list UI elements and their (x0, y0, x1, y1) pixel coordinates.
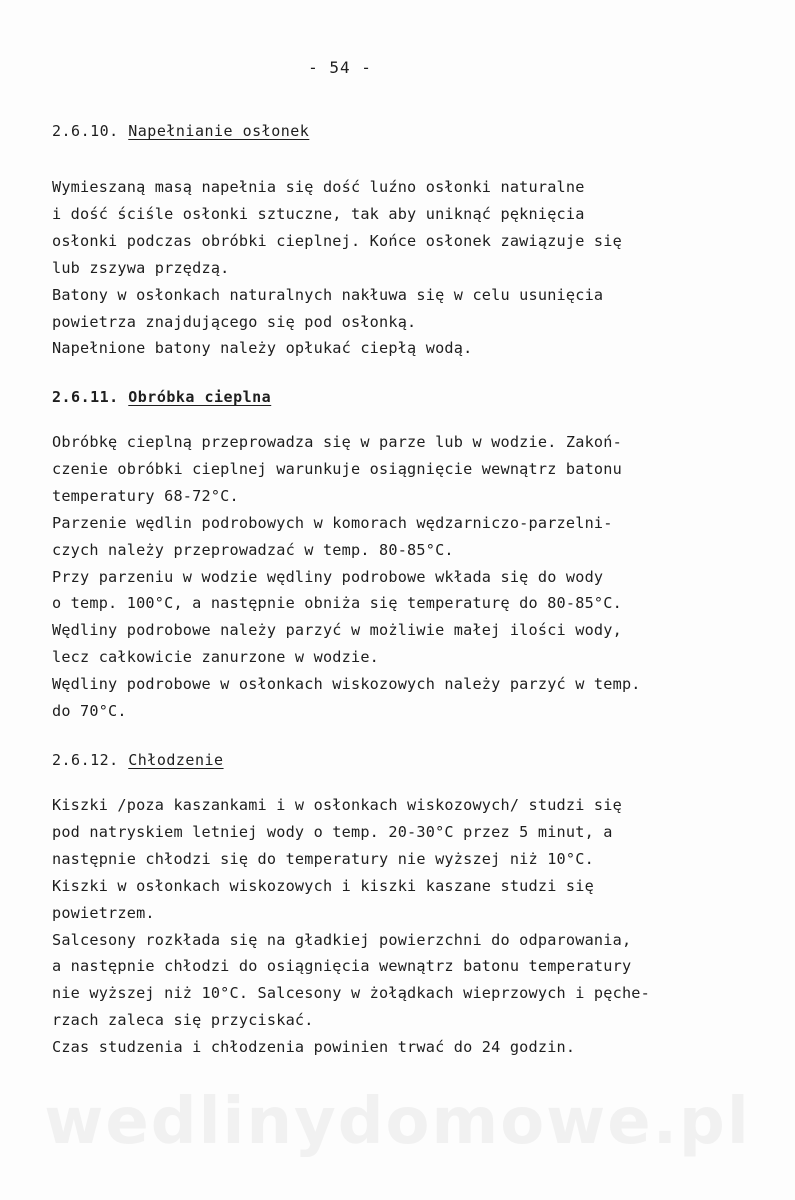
section-heading (52, 122, 772, 140)
section-2-6-10-body (52, 174, 772, 362)
section-title: Obróbka cieplna (128, 388, 272, 406)
section-title: Chłodzenie (128, 751, 224, 769)
text-line: Przy parzeniu w wodzie wędliny podrobowe wkłada się do wody (52, 567, 604, 586)
section-title: Napełnianie osłonek (128, 122, 310, 140)
text-line: do 70°C. (52, 702, 127, 721)
section-2-6-12 (52, 751, 772, 769)
text-line: a następnie chłodzi do osiągnięcia wewnątrz batonu temperatury (52, 957, 632, 976)
text-line: o temp. 100°C, a następnie obniża się temperaturę do 80-85°C. (52, 594, 622, 613)
watermark: wedlinydomowe.pl (44, 1085, 751, 1159)
text-line: powietrzem. (52, 903, 155, 922)
text-line: Kiszki w osłonkach wiskozowych i kiszki kaszane studzi się (52, 876, 594, 895)
text-line: rzach zaleca się przyciskać. (52, 1011, 314, 1030)
text-line: Wędliny podrobowe w osłonkach wiskozowych należy parzyć w temp. (52, 675, 641, 694)
section-heading (52, 388, 772, 406)
section-2-6-10 (52, 122, 772, 140)
section-number: 2.6.10. (52, 122, 119, 140)
text-line: pod natryskiem letniej wody o temp. 20-30°C przez 5 minut, a (52, 822, 613, 841)
text-line: powietrza znajdującego się pod osłonką. (52, 312, 417, 331)
text-line: temperatury 68-72°C. (52, 486, 239, 505)
section-2-6-12-body (52, 792, 772, 1061)
section-number: 2.6.11. (52, 388, 119, 406)
section-2-6-11 (52, 388, 772, 406)
section-heading (52, 751, 772, 769)
text-line: następnie chłodzi się do temperatury nie wyższej niż 10°C. (52, 849, 594, 868)
text-line: Obróbkę cieplną przeprowadza się w parze lub w wodzie. Zakoń- (52, 433, 622, 451)
text-line: nie wyższej niż 10°C. Salcesony w żołądkach wieprzowych i pęche- (52, 984, 650, 1003)
text-line: lub zszywa przędzą. (52, 258, 230, 277)
text-line: Kiszki /poza kaszankami i w osłonkach wiskozowych/ studzi się (52, 796, 622, 814)
section-2-6-11-body (52, 429, 772, 725)
text-line: Salcesony rozkłada się na gładkiej powierzchni do odparowania, (52, 930, 632, 949)
text-line: osłonki podczas obróbki cieplnej. Końce osłonek zawiązuje się (52, 231, 622, 250)
section-number: 2.6.12. (52, 751, 119, 769)
text-line: Batony w osłonkach naturalnych nakłuwa się w celu usunięcia (52, 285, 604, 304)
text-line: Parzenie wędlin podrobowych w komorach wędzarniczo-parzelni- (52, 513, 613, 532)
text-line: Wędliny podrobowe należy parzyć w możliwie małej ilości wody, (52, 621, 622, 640)
text-line: czych należy przeprowadzać w temp. 80-85°C. (52, 540, 454, 559)
text-line: lecz całkowicie zanurzone w wodzie. (52, 648, 380, 667)
text-line: i dość ściśle osłonki sztuczne, tak aby uniknąć pęknięcia (52, 204, 585, 223)
text-line: Czas studzenia i chłodzenia powinien trwać do 24 godzin. (52, 1038, 576, 1057)
text-line: Wymieszaną masą napełnia się dość luźno osłonki naturalne (52, 178, 585, 196)
page-number: - 54 - (308, 58, 372, 77)
text-line: czenie obróbki cieplnej warunkuje osiągnięcie wewnątrz batonu (52, 459, 622, 478)
text-line: Napełnione batony należy opłukać ciepłą wodą. (52, 339, 473, 358)
